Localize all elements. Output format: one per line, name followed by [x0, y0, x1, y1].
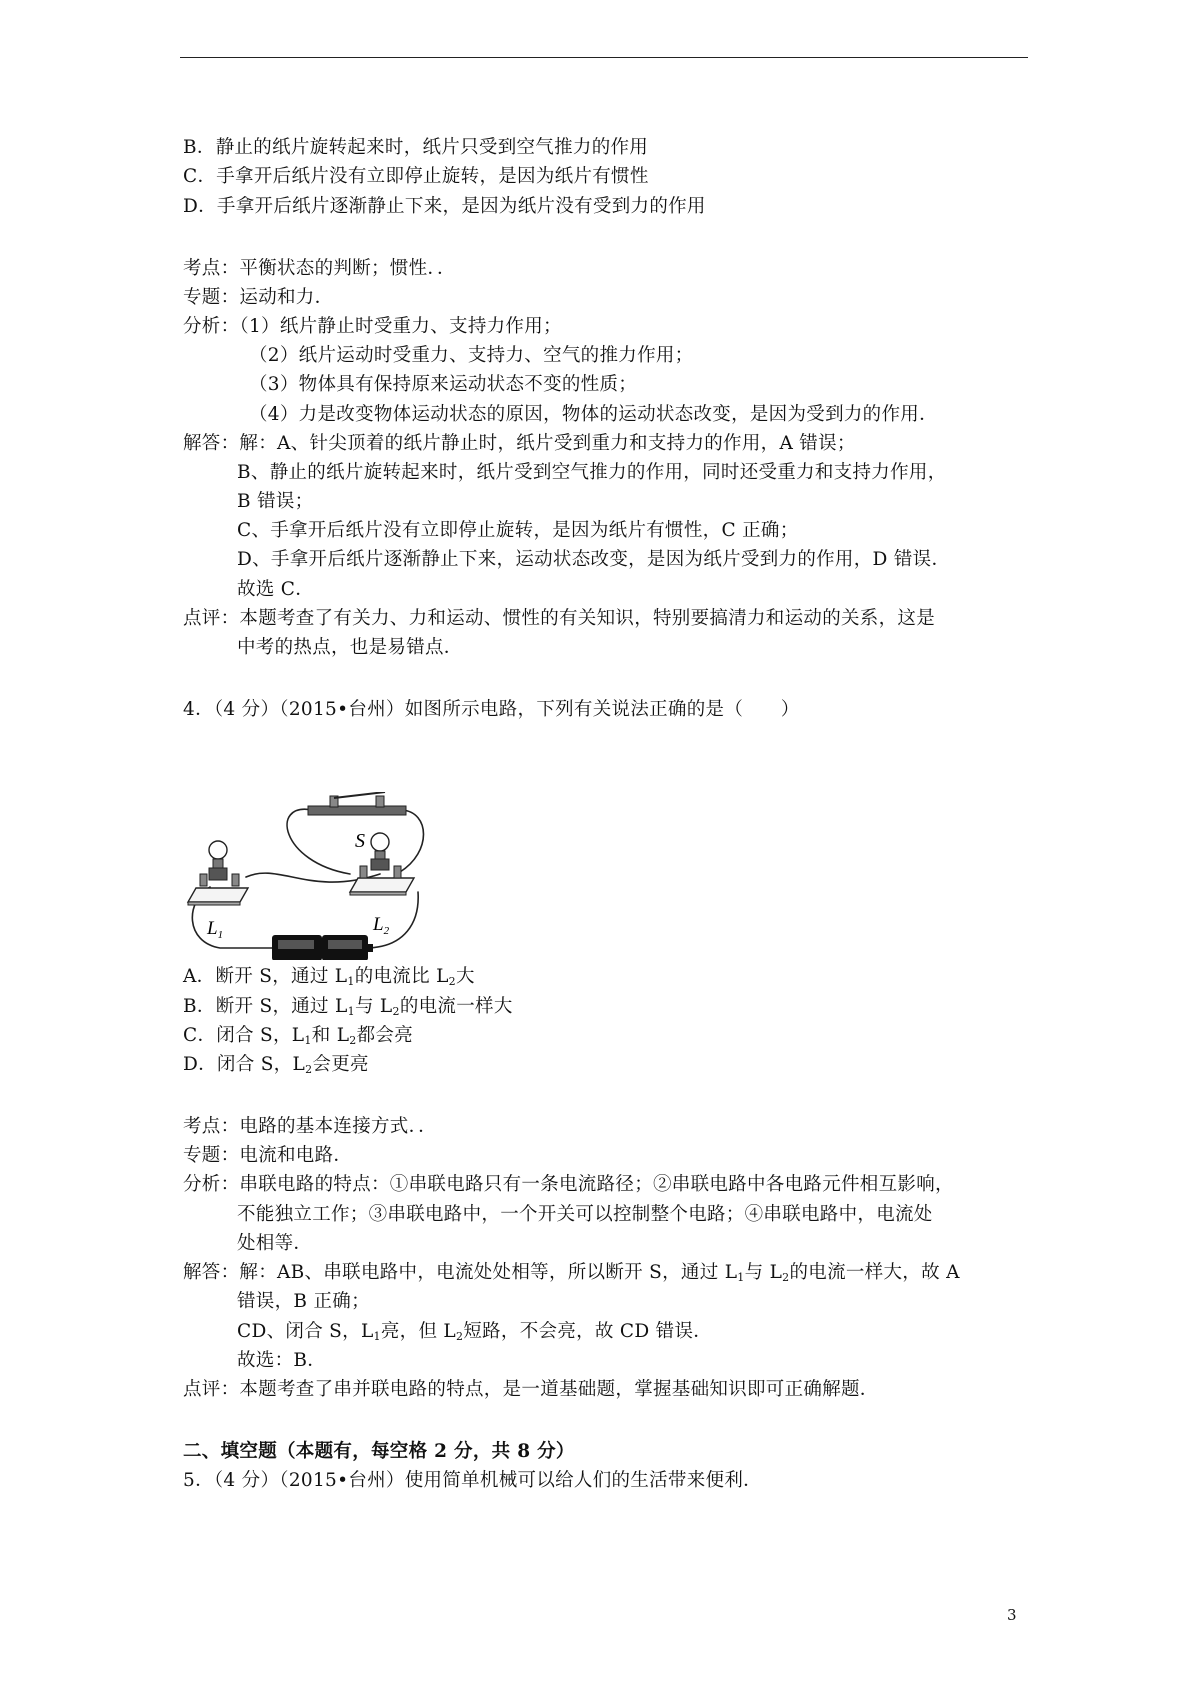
q3-jieda-2: B、静止的纸片旋转起来时，纸片受到空气推力的作用，同时还受重力和支持力作用，: [237, 462, 947, 483]
bulb-l1: [188, 841, 248, 905]
label-l2: $L_2$: [373, 914, 390, 937]
q4-jieda-4: 故选：B．: [237, 1350, 327, 1371]
q3-option-b: B．静止的纸片旋转起来时，纸片只受到空气推力的作用: [183, 137, 649, 158]
q3-zhuanti: 专题：运动和力．: [183, 287, 334, 308]
q3-jieda-1: 解答：解：A、针尖顶着的纸片静止时，纸片受到重力和支持力的作用，A 错误；: [183, 433, 856, 454]
q4-option-a: A．断开 S，通过 $L_1$的电流比 $L_2$大: [183, 966, 475, 988]
section-2-title: 二、填空题（本题有，每空格 2 分，共 8 分）: [183, 1441, 575, 1462]
q3-dianping-2: 中考的热点，也是易错点．: [237, 637, 463, 658]
q3-fenxi-1: 分析：（1）纸片静止时受重力、支持力作用；: [183, 316, 562, 337]
switch-s: [308, 792, 406, 815]
q4-fenxi-3: 处相等．: [237, 1233, 313, 1254]
q3-jieda-5: D、手拿开后纸片逐渐静止下来，运动状态改变，是因为纸片受到力的作用，D 错误．: [237, 549, 951, 570]
q3-dianping-1: 点评：本题考查了有关力、力和运动、惯性的有关知识，特别要搞清力和运动的关系，这是: [183, 608, 936, 629]
q3-jieda-4: C、手拿开后纸片没有立即停止旋转，是因为纸片有惯性，C 正确；: [237, 520, 799, 541]
label-l1: $L_1$: [207, 918, 224, 941]
q4-jieda-1: 解答：解：AB、串联电路中，电流处处相等，所以断开 S，通过 $L_1$与 $L_2$的电流一样大，故 A: [183, 1262, 960, 1284]
q3-jieda-3: B 错误；: [237, 491, 314, 512]
q4-jieda-3: CD、闭合 S，$L_1$亮，但 $L_2$短路，不会亮，故 CD 错误．: [237, 1321, 713, 1343]
q4-option-d: D．闭合 S，$L_2$会更亮: [183, 1054, 369, 1076]
q3-option-c: C．手拿开后纸片没有立即停止旋转，是因为纸片有惯性: [183, 166, 649, 187]
q5-stem: 5．（4 分）（2015•台州）使用简单机械可以给人们的生活带来便利．: [183, 1470, 762, 1491]
q4-dianping: 点评：本题考查了串并联电路的特点，是一道基础题，掌握基础知识即可正确解题．: [183, 1379, 879, 1400]
circuit-diagram: [180, 792, 480, 960]
q4-jieda-2: 错误，B 正确；: [237, 1291, 370, 1312]
q4-option-c: C．闭合 S，$L_1$和 $L_2$都会亮: [183, 1025, 414, 1047]
q3-fenxi-4: （4）力是改变物体运动状态的原因，物体的运动状态改变，是因为受到力的作用．: [249, 404, 938, 425]
label-s: S: [355, 830, 365, 852]
q4-option-b: B．断开 S，通过 $L_1$与 $L_2$的电流一样大: [183, 996, 513, 1018]
q3-fenxi-3: （3）物体具有保持原来运动状态不变的性质；: [249, 374, 638, 395]
header-rule: [180, 57, 1028, 58]
q3-kaodian: 考点：平衡状态的判断；惯性．．: [183, 258, 456, 279]
q4-fenxi-2: 不能独立工作；③串联电路中，一个开关可以控制整个电路；④串联电路中，电流处: [237, 1204, 933, 1225]
q4-stem: 4．（4 分）（2015•台州）如图所示电路，下列有关说法正确的是（ ）: [183, 699, 800, 720]
battery-pack: [272, 935, 373, 960]
q3-jieda-6: 故选 C．: [237, 579, 315, 600]
q4-zhuanti: 专题：电流和电路．: [183, 1145, 353, 1166]
q4-kaodian: 考点：电路的基本连接方式．．: [183, 1116, 437, 1137]
q3-option-d: D．手拿开后纸片逐渐静止下来，是因为纸片没有受到力的作用: [183, 196, 706, 217]
q4-fenxi-1: 分析：串联电路的特点：①串联电路只有一条电流路径；②串联电路中各电路元件相互影响，: [183, 1174, 954, 1195]
page-number: 3: [1007, 1606, 1017, 1624]
q3-fenxi-2: （2）纸片运动时受重力、支持力、空气的推力作用；: [249, 345, 694, 366]
